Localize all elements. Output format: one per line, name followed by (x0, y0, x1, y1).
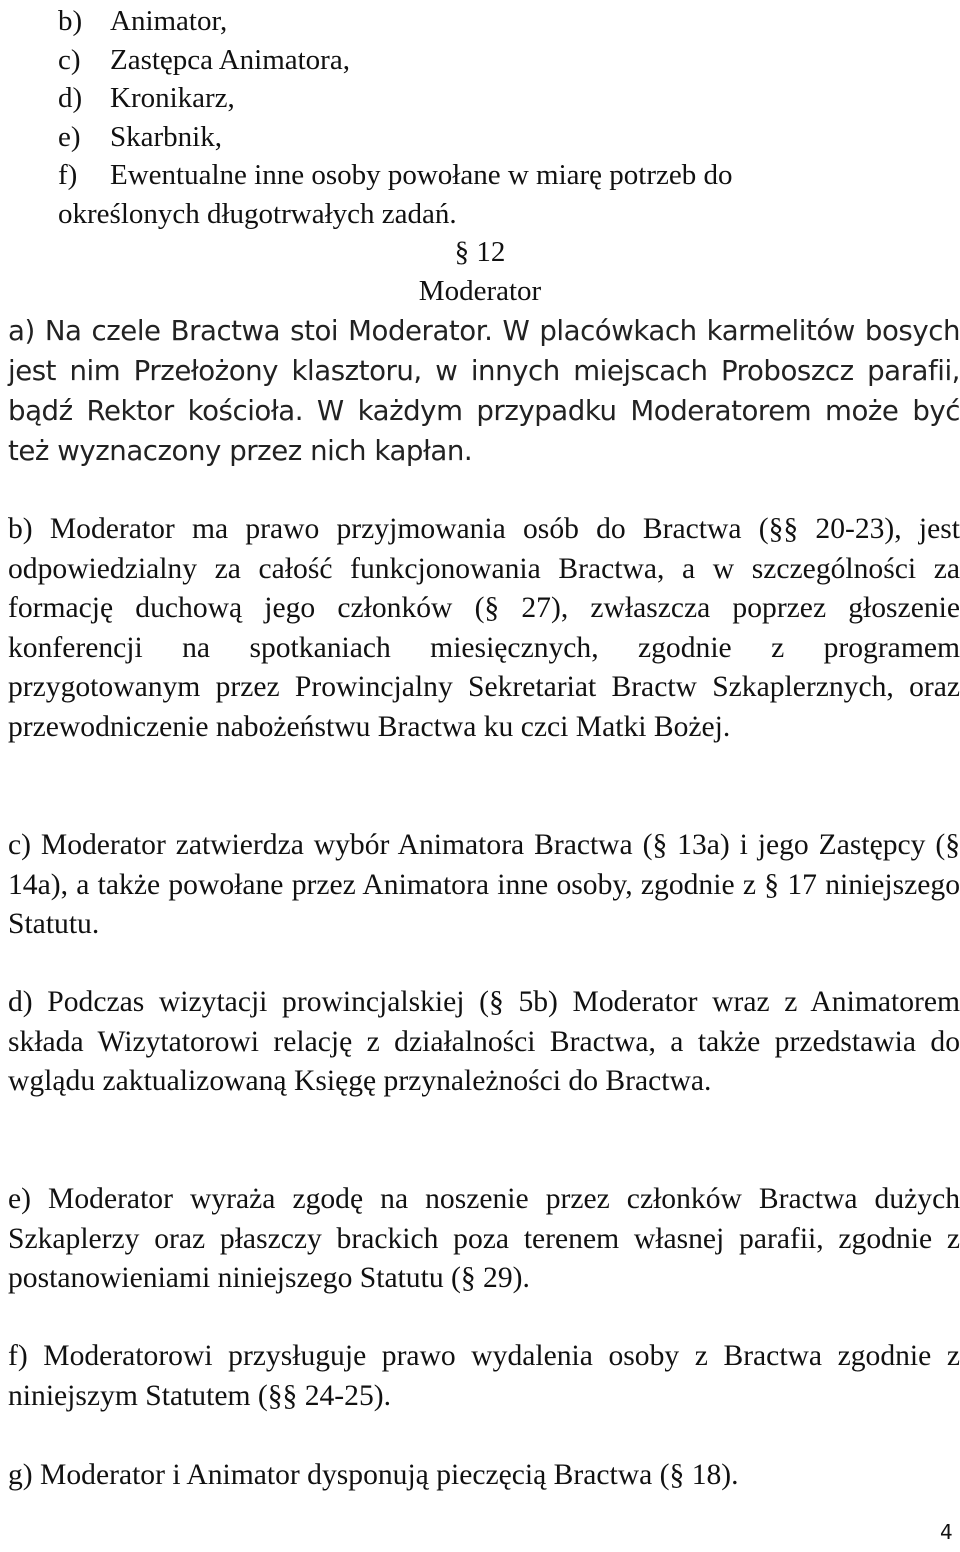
list-item (58, 2, 733, 41)
paragraph-g: g) Moderator i Animator dysponują pieczęcią Bractwa (§ 18). (8, 1459, 739, 1491)
list-marker: d) (58, 82, 83, 115)
list-marker: e) (58, 120, 81, 153)
paragraph-a: a) Na czele Bractwa stoi Moderator. W placówkach karmelitów bosych jest nim Przełożony klasztoru, w innych miejscach Proboszcz parafii, bądź Rektor kościoła. W każdym przypadku Moderatorem może być też wyznaczony przez nich kapłan. (8, 314, 960, 467)
list-item-text: Animator, (110, 5, 228, 37)
role-list (58, 2, 733, 195)
paragraph-d: d) Podczas wizytacji prowincjalskiej (§ 5b) Moderator wraz z Animatorem składa Wizytatorowi relację z działalności Bractwa, a także przedstawia do wglądu zaktualizowaną Księgę przynależności do Bractwa. (8, 986, 960, 1097)
list-item-text: Zastępca Animatora, (110, 43, 350, 76)
list-marker: f) (58, 159, 78, 192)
paragraph-f: f) Moderatorowi przysługuje prawo wydalenia osoby z Bractwa zgodnie z niniejszym Statutem (§§ 24-25). (8, 1340, 960, 1412)
list-item (58, 41, 733, 80)
paragraph-e: e) Moderator wyraża zgodę na noszenie przez członków Bractwa dużych Szkaplerzy oraz płaszczy brackich poza terenem własnej parafii, zgodnie z postanowieniami niniejszego Statutu (§ 29). (8, 1183, 960, 1294)
list-marker: c) (58, 43, 81, 76)
list-item-continuation: określonych długotrwałych zadań. (58, 198, 457, 230)
list-item-text: Ewentualne inne osoby powołane w miarę potrzeb do (110, 159, 733, 192)
list-item (58, 156, 733, 195)
paragraph-c: c) Moderator zatwierdza wybór Animatora Bractwa (§ 13a) i jego Zastępcy (§ 14a), a także powołane przez Animatora inne osoby, zgodnie z § 17 niniejszego Statutu. (8, 829, 960, 940)
page-number: 4 (940, 1520, 953, 1544)
section-title: Moderator (418, 275, 542, 307)
paragraph-b: b) Moderator ma prawo przyjmowania osób do Bractwa (§§ 20-23), jest odpowiedzialny za całość funkcjonowania Bractwa, a w szczególności za formację duchową jego członków (§ 27), zwłaszcza poprzez głoszenie konferencji na spotkaniach miesięcznych, zgodnie z programem przygotowanym przez Prowincjalny Sekretariat Bractw Szkaplerznych, oraz przewodniczenie nabożeństwu Bractwa ku czci Matki Bożej. (8, 513, 960, 743)
list-item (58, 118, 733, 157)
list-item-text: Skarbnik, (110, 120, 222, 153)
list-item (58, 79, 733, 118)
section-number: § 12 (454, 236, 506, 268)
list-marker: b) (58, 5, 83, 37)
list-item-text: Kronikarz, (110, 82, 235, 115)
